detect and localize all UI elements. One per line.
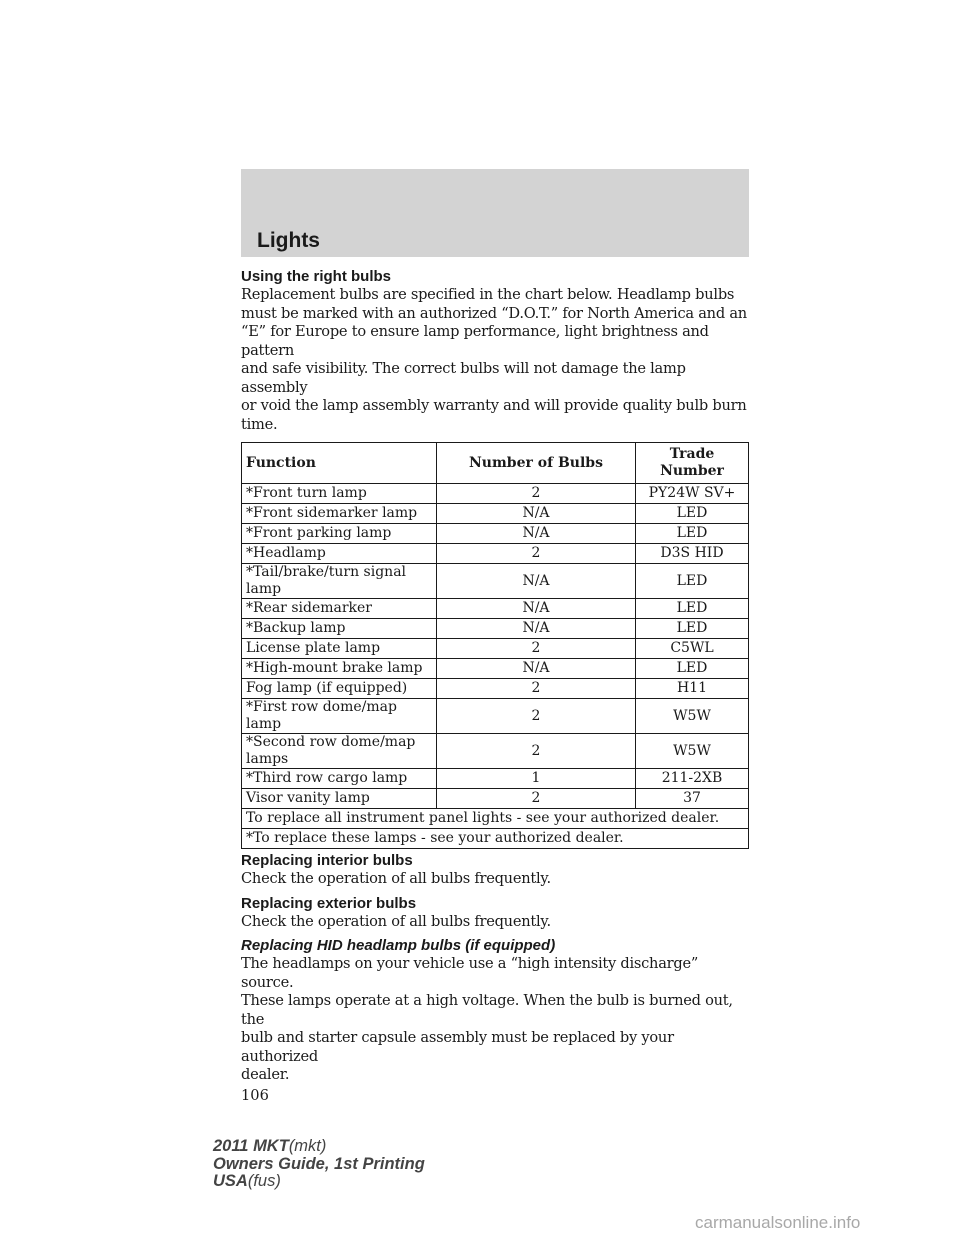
cell-function: *Third row cargo lamp	[242, 769, 437, 789]
cell-number: 1	[437, 769, 636, 789]
footer-market: USA	[213, 1172, 248, 1190]
footer-model: 2011 MKT	[213, 1137, 289, 1155]
cell-number: 2	[437, 734, 636, 769]
table-row	[242, 769, 749, 789]
cell-number: 2	[437, 679, 636, 699]
cell-number: 2	[437, 544, 636, 564]
cell-function-line1: *Tail/brake/turn signal	[246, 564, 407, 580]
cell-number: N/A	[437, 659, 636, 679]
table-row	[242, 599, 749, 619]
interior-text: Check the operation of all bulbs frequently.	[241, 870, 551, 887]
table-header-row	[242, 443, 749, 484]
header-trade-line2: Number	[660, 463, 724, 479]
intro-paragraph	[241, 286, 749, 434]
table-row	[242, 544, 749, 564]
hid-line: The headlamps on your vehicle use a “high intensity discharge” source.	[241, 955, 699, 991]
cell-function: *High-mount brake lamp	[242, 659, 437, 679]
table-row	[242, 699, 749, 734]
cell-function: *Front parking lamp	[242, 524, 437, 544]
header-function: Function	[242, 443, 437, 484]
cell-trade: LED	[636, 524, 749, 544]
table-row	[242, 639, 749, 659]
watermark: carmanualsonline.info	[695, 1213, 861, 1232]
cell-number: 2	[437, 639, 636, 659]
table-note: *To replace these lamps - see your authorized dealer.	[242, 829, 749, 849]
table-row	[242, 659, 749, 679]
cell-trade: LED	[636, 564, 749, 599]
exterior-heading: Replacing exterior bulbs	[241, 894, 417, 912]
intro-line: or void the lamp assembly warranty and will provide quality bulb burn	[241, 397, 747, 414]
intro-line: must be marked with an authorized “D.O.T.” for North America and an	[241, 304, 747, 322]
cell-trade: W5W	[636, 699, 749, 734]
table-note-row	[242, 809, 749, 829]
cell-trade: LED	[636, 619, 749, 639]
cell-trade: W5W	[636, 734, 749, 769]
cell-trade: PY24W SV+	[636, 484, 749, 504]
intro-heading: Using the right bulbs	[241, 268, 391, 285]
cell-function-line1: *Second row dome/map	[246, 734, 416, 750]
cell-number: N/A	[437, 564, 636, 599]
cell-function: *Backup lamp	[242, 619, 437, 639]
cell-function-line2: lamp	[246, 581, 282, 597]
cell-trade: LED	[636, 659, 749, 679]
hid-line: dealer.	[241, 1066, 290, 1083]
cell-function-line2: lamps	[246, 751, 289, 767]
hid-line: These lamps operate at a high voltage. When the bulb is burned out, the	[241, 992, 733, 1028]
cell-trade: LED	[636, 599, 749, 619]
header-number-of-bulbs: Number of Bulbs	[437, 443, 636, 484]
footer-line-3	[213, 1173, 425, 1191]
table-row	[242, 524, 749, 544]
hid-line: bulb and starter capsule assembly must be replaced by your authorized	[241, 1029, 674, 1065]
cell-number: 2	[437, 484, 636, 504]
cell-trade: H11	[636, 679, 749, 699]
interior-heading: Replacing interior bulbs	[241, 852, 413, 869]
header-trade-line1: Trade	[669, 446, 715, 462]
hid-heading: Replacing HID headlamp bulbs (if equipped)	[241, 937, 556, 954]
print-footer	[213, 1138, 425, 1191]
cell-number: 2	[437, 789, 636, 809]
page-number: 106	[241, 1086, 269, 1104]
cell-number: N/A	[437, 524, 636, 544]
table-row	[242, 734, 749, 769]
cell-number: N/A	[437, 504, 636, 524]
footer-model-code: (mkt)	[288, 1137, 327, 1155]
intro-line: “E” for Europe to ensure lamp performance, light brightness and pattern	[241, 323, 709, 359]
page-content	[241, 268, 749, 1105]
table-row	[242, 484, 749, 504]
cell-function: Fog lamp (if equipped)	[242, 679, 437, 699]
cell-function	[242, 564, 437, 599]
cell-function: *Headlamp	[242, 544, 437, 564]
cell-trade: C5WL	[636, 639, 749, 659]
table-note: To replace all instrument panel lights - see your authorized dealer.	[242, 809, 749, 829]
table-row	[242, 504, 749, 524]
hid-paragraph	[241, 955, 749, 1085]
footer-line-1	[213, 1138, 425, 1156]
table-row	[242, 564, 749, 599]
cell-function: *Rear sidemarker	[242, 599, 437, 619]
intro-line: Replacement bulbs are specified in the chart below. Headlamp bulbs	[241, 286, 735, 303]
table-row	[242, 619, 749, 639]
table-note-row	[242, 829, 749, 849]
cell-trade: D3S HID	[636, 544, 749, 564]
intro-line: and safe visibility. The correct bulbs will not damage the lamp assembly	[241, 360, 686, 396]
table-row	[242, 789, 749, 809]
exterior-text: Check the operation of all bulbs frequently.	[241, 912, 551, 930]
cell-function	[242, 734, 437, 769]
cell-function: *Front sidemarker lamp	[242, 504, 437, 524]
section-title: Lights	[257, 229, 320, 252]
cell-number: N/A	[437, 619, 636, 639]
cell-function: *Front turn lamp	[242, 484, 437, 504]
footer-line-2	[213, 1156, 425, 1174]
cell-number: N/A	[437, 599, 636, 619]
header-trade-number	[636, 443, 749, 484]
cell-trade: 37	[636, 789, 749, 809]
cell-trade: 211-2XB	[636, 769, 749, 789]
table-row	[242, 679, 749, 699]
cell-function: *First row dome/map lamp	[242, 699, 437, 734]
cell-function: Visor vanity lamp	[242, 789, 437, 809]
cell-trade: LED	[636, 504, 749, 524]
cell-function: License plate lamp	[242, 639, 437, 659]
footer-market-code: (fus)	[247, 1172, 281, 1190]
bulb-table	[241, 442, 749, 849]
cell-number: 2	[437, 699, 636, 734]
footer-guide: Owners Guide, 1st Printing	[213, 1154, 425, 1173]
intro-line: time.	[241, 415, 278, 433]
